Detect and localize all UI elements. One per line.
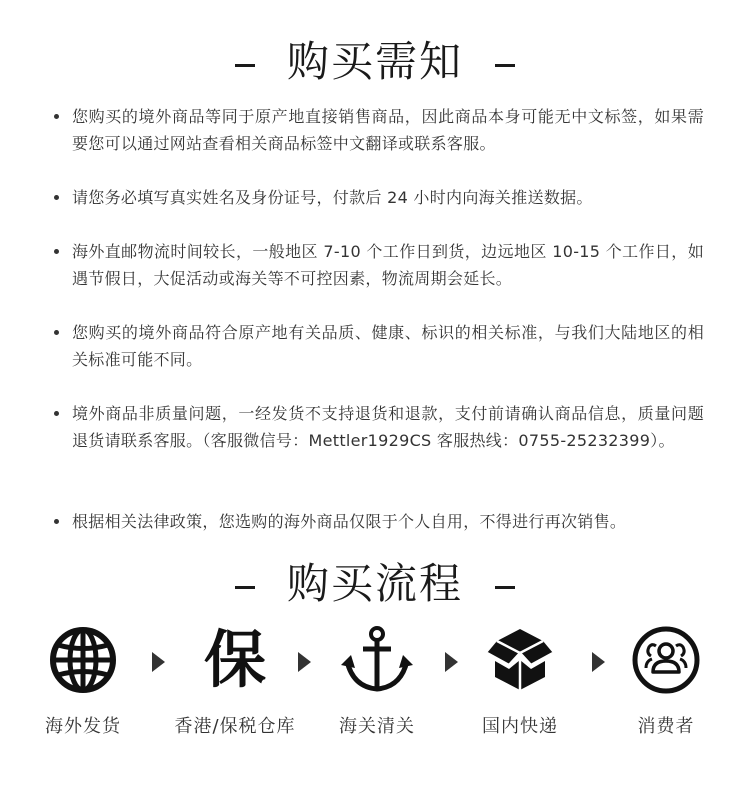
step-bonded-warehouse bbox=[160, 620, 310, 738]
title-right-dash bbox=[495, 586, 515, 589]
package-icon bbox=[445, 620, 595, 700]
bullet-icon bbox=[54, 330, 59, 335]
notice-text: 根据相关法律政策，您选购的海外商品仅限于个人自用，不得进行再次销售。 bbox=[72, 512, 627, 531]
bullet-icon bbox=[54, 114, 59, 119]
step-label: 海外发货 bbox=[45, 716, 121, 737]
notice-title-text: 购买需知 bbox=[286, 37, 463, 86]
bullet-icon bbox=[54, 249, 59, 254]
bullet-icon bbox=[54, 519, 59, 524]
step-overseas-shipping bbox=[8, 620, 158, 738]
step-customs-clearance bbox=[302, 620, 452, 738]
step-label: 消费者 bbox=[637, 716, 695, 737]
globe-icon bbox=[8, 620, 158, 700]
notice-item bbox=[54, 103, 704, 157]
notice-item bbox=[54, 238, 704, 292]
step-label: 海关清关 bbox=[339, 716, 415, 737]
step-label: 香港/保税仓库 bbox=[174, 716, 296, 737]
title-left-dash bbox=[235, 586, 255, 589]
users-icon bbox=[591, 620, 741, 700]
title-left-dash bbox=[235, 64, 255, 67]
step-label: 国内快递 bbox=[482, 716, 558, 737]
process-steps bbox=[0, 620, 750, 750]
title-right-dash bbox=[495, 64, 515, 67]
process-title-text: 购买流程 bbox=[286, 559, 463, 608]
bonded-character-glyph: 保 bbox=[203, 623, 266, 696]
notice-item bbox=[54, 400, 704, 454]
notice-text: 您购买的境外商品等同于原产地直接销售商品，因此商品本身可能无中文标签，如果需要您可以通过网站查看相关商品标签中文翻译或联系客服。 bbox=[72, 107, 704, 153]
step-consumer bbox=[591, 620, 741, 738]
notice-section-title bbox=[0, 37, 750, 87]
bullet-icon bbox=[54, 411, 59, 416]
step-domestic-delivery bbox=[445, 620, 595, 738]
bullet-icon bbox=[54, 195, 59, 200]
notice-text: 境外商品非质量问题，一经发货不支持退货和退款，支付前请确认商品信息，质量问题退货请联系客服。（客服微信号：Mettler1929CS 客服热线：0755-25232399）。 bbox=[72, 404, 704, 450]
notice-item bbox=[54, 184, 704, 211]
notice-item bbox=[54, 319, 704, 373]
notice-item bbox=[54, 508, 704, 535]
bonded-character-icon bbox=[160, 620, 310, 700]
notice-text: 您购买的境外商品符合原产地有关品质、健康、标识的相关标准，与我们大陆地区的相关标准可能不同。 bbox=[72, 323, 704, 369]
notice-text: 请您务必填写真实姓名及身份证号，付款后 24 小时内向海关推送数据。 bbox=[72, 188, 593, 207]
process-section-title bbox=[0, 559, 750, 609]
anchor-icon bbox=[302, 620, 452, 700]
notice-text: 海外直邮物流时间较长，一般地区 7-10 个工作日到货，边远地区 10-15 个工作日，如遇节假日，大促活动或海关等不可控因素，物流周期会延长。 bbox=[72, 242, 704, 288]
